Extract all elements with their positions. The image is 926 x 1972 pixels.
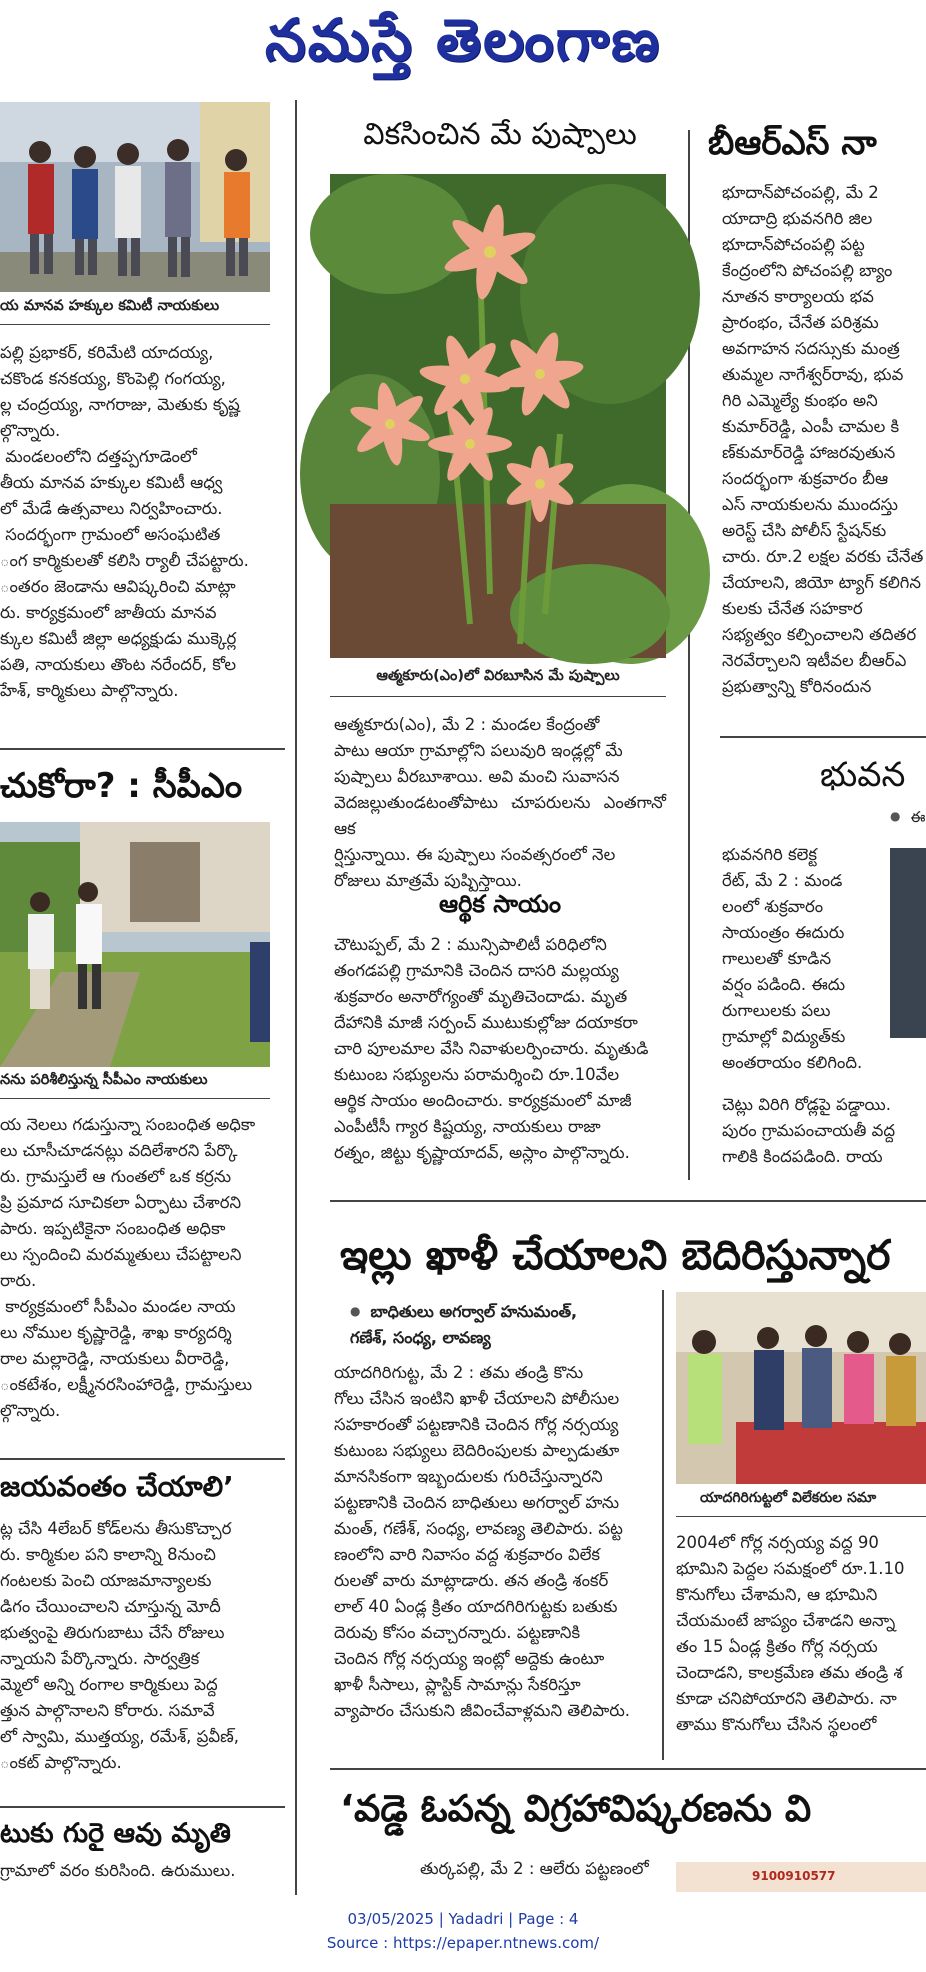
lower-story-text: యాదగిరిగుట్ట, మే 2 : తమ తండ్రి కొను గోలు చేసిన ఇంటిని ఖాళీ చేయాలని పోలీసుల సహకారంతో పట్టణానికి చెందిన గోర్ల నర్సయ్య కుటుంబ సభ్యులు బెదిరింపులకు పాల్పడుతూ మానసికంగా ఇబ్బందులకు గురిచేస్తున్నారని పట్టణానికి చెందిన బాధితులు అగర్వాల్ హను మంత్, గణేశ్, సంధ్య, లావణ్య తెలిపారు. పట్ట ణంలోని వారి నివాసం వద్ద శుక్రవారం విలేక రులతో వారు మాట్లాడారు. తన తండ్రి శంకర్ లాల్ 40 ఏండ్ల క్రితం యాదగిరిగుట్టకు బతుకు దెరువు కోసం వచ్చారన్నారు. పట్టణానికి చెందిన గోర్ల నర్సయ్య ఇంట్లో అద్దెకు ఉంటూ ఖాళీ సీసాలు, ప్లాస్టిక్ సామాన్లు సేకరిస్తూ వ్యాపారం చేసుకుని జీవించేవాళ్లమని తెలిపారు. xyxy=(334,1363,631,1720)
left-photo1-caption: య మానవ హక్కుల కమిటీ నాయకులు xyxy=(0,298,220,314)
left-story2-text: య నెలలు గడుస్తున్నా సంబంధిత అధికా లు చూసీచూడనట్లు వదిలేశారని పేర్కొ రు. గ్రామస్తులే ఆ గుంతలో ఒక కర్రను ప్రి ప్రమాద సూచికలా ఏర్పాటు చేశారని పారు. ఇప్పటికైనా సంబంధిత అధికా లు స్పందించి మరమ్మతులు చేపట్టాలని రారు. కార్యక్రమంలో సీపీఎం మండల నాయ లు నోముల కృష్ణారెడ్డి, శాఖ కార్యదర్శి రాల మల్లారెడ్డి, నాయకులు వీరారెడ్డి, ంకటేశం, లక్ష్మీనరసింహారెడ్డి, గ్రామస్తులు ల్గొన్నారు. xyxy=(0,1115,256,1420)
right-rule-1 xyxy=(720,736,926,738)
middle-story2-headline: ఆర్థిక సాయం xyxy=(438,890,562,918)
left-story4-text: గ్రామాలో వరం కురిసింది. ఉరుములు. xyxy=(0,1861,236,1880)
right-story1-text: భూదాన్‌పోచంపల్లి, మే 2 యాదాద్రి భువనగిరి జిల భూదాన్‌పోచంపల్లి పట్ట కేంద్రంలోని పోచంపల్లి బ్యాం నూతన కార్యాలయ భవ ప్రారంభం, చేనేత పరిశ్రమ అవగాహన సదస్సుకు మంత్ర తుమ్మల నాగేశ్వర్‌రావు, భువ గిరి ఎమ్మెల్యే కుంభం అని కుమార్‌రెడ్డి, ఎంపీ చామల కి ణ్‌కుమార్‌రెడ్డి హాజరవుతున సందర్భంగా శుక్రవారం బీఆ ఎస్ నాయకులను ముందస్తు అరెస్ట్ చేసి పోలీస్ స్టేషన్‌కు చారు. రూ.2 లక్షల వరకు చేనేత చేయాలని, జియో ట్యాగ్ కలిగిన కులకు చేనేత సహకార సభ్యత్వం కల్పించాలని తదితర నెరవేర్చాలని ఇటీవల బీఆర్ఎ ప్రభుత్వాన్ని కోరినందున xyxy=(722,183,924,696)
column-rule-lower xyxy=(662,1290,664,1760)
lower-caption-rule xyxy=(676,1516,926,1517)
lower-photo-caption: యాదగిరిగుట్టలో విలేకరుల సమా xyxy=(700,1490,877,1506)
left-photo-protest xyxy=(0,102,270,292)
right-story2-headline: భువన xyxy=(820,755,906,795)
left-story1-text: పల్లి ప్రభాకర్, కరిమేటి యాదయ్య, చకొండ కనకయ్య, కొంపెల్లి గంగయ్య, ల్ల చంద్రయ్య, నాగరాజు, మెతుకు కృష్ణ ల్గొన్నారు. మండలంలోని దత్తప్పగూడెంలో తీయ మానవ హక్కుల కమిటీ ఆధ్వ లో మేడే ఉత్సవాలు నిర్వహించారు. సందర్భంగా గ్రామంలో అసంఘటిత ంగ కార్మికులతో కలిసి ర్యాలీ చేపట్టారు. ంతరం జెండాను ఆవిష్కరించి మాట్లా రు. కార్యక్రమంలో జాతీయ మానవ క్కుల కమిటీ జిల్లా అధ్యక్షుడు ముక్కెర్ల పతి, నాయకులు తొంట నరేందర్, కోల హేశ్, కార్మికులు పాల్గొన్నారు. xyxy=(0,343,249,700)
middle-story2-text: చౌటుప్పల్, మే 2 : మున్సిపాలిటీ పరిధిలోని తంగడపల్లి గ్రామానికి చెందిన దాసరి మల్లయ్య శుక్రవారం అనారోగ్యంతో మృతిచెందాడు. మృత దేహానికి మాజీ సర్పంచ్ ముటుకుల్లోజు దయాకరా చారి పూలమాల వేసి నివాళులర్పించారు. మృతుడి కుటుంబ సభ్యులను పరామర్శించి రూ.10వేల ఆర్థిక సాయం అందించారు. కార్యక్రమంలో మాజీ ఎంపీటీసీ గ్యార కిష్టయ్య, నాయకులు రాజా రత్నం, జిట్టు కృష్ణాయాదవ్, అస్లాం పాల్గొన్నారు. xyxy=(334,935,649,1162)
left-story3-text: ట్ల చేసి 4లేబర్ కోడ్‌లను తీసుకొచ్చార రు. కార్మికుల పని కాలాన్ని 8నుంచి గంటలకు పెంచి యాజమాన్యాలకు డిగం చేయించాలని చూస్తున్న మోదీ భుత్వంపై తిరుగుబాటు చేసే రోజులు న్నాయని పేర్కొన్నారు. సార్వత్రిక మ్మెలో అన్ని రంగాల కార్మికులు పెద్ద త్తున పాల్గొనాలని కోరారు. సమావే లో స్వామి, ముత్తయ్య, రమేశ్, ప్రవీణ్, ంకట్ పాల్గొన్నారు. xyxy=(0,1519,239,1772)
lower-bottom-text: తుర్కపల్లి, మే 2 : ఆలేరు పట్టణంలో xyxy=(420,1859,649,1878)
flower-photo xyxy=(330,174,666,658)
right-story1-headline: బీఆర్ఎస్ నా xyxy=(708,123,877,163)
left-photo-cpm xyxy=(0,822,270,1067)
lower-subhead: ● బాధితులు అగర్వాల్ హనుమంత్, గణేశ్, సంధ్య, లావణ్య xyxy=(350,1298,650,1354)
masthead: నమస్తే తెలంగాణ xyxy=(265,6,661,74)
caption-rule xyxy=(0,324,270,325)
left-photo2-caption: నను పరిశీలిస్తున్న సీపీఎం నాయకులు xyxy=(0,1072,208,1088)
left-story3-headline: జయవంతం చేయాలి’ xyxy=(0,1470,234,1503)
section-rule xyxy=(330,1200,926,1202)
right-photo-storm xyxy=(890,848,926,1038)
right-story2-text-wide: చెట్లు విరిగి రోడ్లపై పడ్డాయి. పురం గ్రామపంచాయతీ వద్ద గాలికి కిందపడింది. రాయ xyxy=(722,1095,896,1166)
right-story2-bullet: ● ఈ xyxy=(890,808,925,830)
lower-headline2: ‘వడ్డె ఓపన్న విగ్రహావిష్కరణను వి xyxy=(340,1787,812,1830)
left-story4-headline: టుకు గురై ఆవు మృతి xyxy=(0,1818,231,1849)
ad-phone-number: 9100910577 xyxy=(752,1869,836,1883)
middle-story1-headline: వికసించిన మే పుష్పాలు xyxy=(363,117,637,152)
left-rule-1 xyxy=(0,748,285,750)
caption-rule-2 xyxy=(0,1098,270,1099)
lower-right-text: 2004లో గోర్ల నర్సయ్య వద్ద 90 భూమిని పెద్దల సమక్షంలో రూ.1.10 కొనుగోలు చేశామని, ఆ భూమిని చేయమంటే జాప్యం చేశాడని అన్నా తం 15 ఏండ్ల క్రితం గోర్ల నర్సయ చెందాడని, కాలక్రమేణ తమ తండ్రి శ కూడా చనిపోయారని తెలిపారు. నా తాము కొనుగోలు చేసిన స్థలంలో xyxy=(676,1533,905,1734)
middle-caption-rule xyxy=(330,696,666,697)
left-rule-2 xyxy=(0,1458,285,1460)
flower-photo-caption: ఆత్మకూరు(ఎం)లో విరబూసిన మే పుష్పాలు xyxy=(376,668,620,684)
ad-strip xyxy=(676,1862,926,1892)
footer-source-line[interactable]: Source : https://epaper.ntnews.com/ xyxy=(326,1934,600,1952)
column-rule-left xyxy=(295,100,297,1895)
footer-date-line: 03/05/2025 | Yadadri | Page : 4 xyxy=(347,1910,579,1928)
lower-headline: ఇల్లు ఖాళీ చేయాలని బెదిరిస్తున్నార xyxy=(340,1231,891,1279)
lower-photo-press xyxy=(676,1292,926,1484)
section-rule-lower xyxy=(330,1768,926,1770)
left-story2-headline: చుకోరా? : సీపీఎం xyxy=(0,766,243,806)
right-story2-text: భువనగిరి కలెక్ట రేట్, మే 2 : మండ లంలో శుక్రవారం సాయంత్రం ఈదురు గాలులతో కూడిన వర్షం పడింది. ఈదు రుగాలులకు పలు గ్రామాల్లో విద్యుత్‌కు అంతరాయం కలిగింది. xyxy=(722,845,863,1072)
middle-story1-text: ఆత్మకూరు(ఎం), మే 2 : మండల కేంద్రంతో పాటు ఆయా గ్రామాల్లోని పలువురి ఇండ్లల్లో మే పుష్పాలు వీరబూశాయి. అవి మంచి సువాసన వెదజల్లుతుండటంతోపాటు చూపరులను ఎంతగానో ఆక ర్షిస్తున్నాయి. ఈ పుష్పాలు సంవత్సరంలో నెల రోజులు మాత్రమే పుష్పిస్తాయి. xyxy=(334,715,666,890)
left-rule-3 xyxy=(0,1806,285,1808)
